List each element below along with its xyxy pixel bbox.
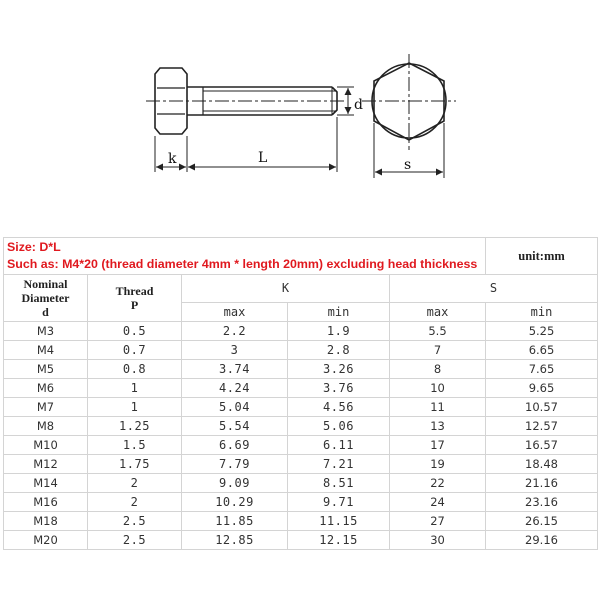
k-max-cell: 2.2 xyxy=(182,322,288,341)
k-max-cell: 11.85 xyxy=(182,512,288,531)
s-min-cell: 18.48 xyxy=(486,455,598,474)
s-min-cell: 5.25 xyxy=(486,322,598,341)
table-row xyxy=(4,474,598,493)
k-min-cell: 9.71 xyxy=(288,493,390,512)
thread-pitch-cell: 1.25 xyxy=(88,417,182,436)
d-label: d xyxy=(354,97,363,113)
thread-pitch-cell: 0.5 xyxy=(88,322,182,341)
s-min-cell: 26.15 xyxy=(486,512,598,531)
nominal-diameter-cell: M6 xyxy=(4,379,88,398)
k-max-cell: 9.09 xyxy=(182,474,288,493)
s-max-cell: 5.5 xyxy=(390,322,486,341)
nominal-line-3: d xyxy=(42,305,49,319)
s-max-cell: 22 xyxy=(390,474,486,493)
thread-pitch-cell: 2.5 xyxy=(88,512,182,531)
k-min-cell: 3.76 xyxy=(288,379,390,398)
table-row xyxy=(4,398,598,417)
k-min-cell: 3.26 xyxy=(288,360,390,379)
k-max-cell: 5.54 xyxy=(182,417,288,436)
table-row xyxy=(4,360,598,379)
s-max-cell: 30 xyxy=(390,531,486,550)
nominal-diameter-cell: M20 xyxy=(4,531,88,550)
thread-pitch-cell: 1 xyxy=(88,379,182,398)
k-header: K xyxy=(182,275,390,303)
s-min-cell: 16.57 xyxy=(486,436,598,455)
nominal-diameter-cell: M8 xyxy=(4,417,88,436)
s-max-cell: 10 xyxy=(390,379,486,398)
nominal-diameter-cell: M18 xyxy=(4,512,88,531)
dimension-table xyxy=(3,237,598,550)
thread-pitch-cell: 1.75 xyxy=(88,455,182,474)
thread-pitch-cell: 1 xyxy=(88,398,182,417)
table-row xyxy=(4,531,598,550)
table-row xyxy=(4,512,598,531)
thread-pitch-cell: 0.7 xyxy=(88,341,182,360)
thread-pitch-cell: 1.5 xyxy=(88,436,182,455)
k-max-cell: 7.79 xyxy=(182,455,288,474)
nominal-diameter-header xyxy=(4,275,88,322)
k-max-header: max xyxy=(182,302,288,321)
nominal-diameter-cell: M10 xyxy=(4,436,88,455)
s-min-cell: 12.57 xyxy=(486,417,598,436)
k-max-cell: 12.85 xyxy=(182,531,288,550)
s-max-header: max xyxy=(390,302,486,321)
nominal-line-1: Nominal xyxy=(23,277,68,291)
s-max-cell: 19 xyxy=(390,455,486,474)
s-min-cell: 29.16 xyxy=(486,531,598,550)
s-min-cell: 9.65 xyxy=(486,379,598,398)
s-max-cell: 8 xyxy=(390,360,486,379)
k-min-cell: 8.51 xyxy=(288,474,390,493)
s-min-cell: 21.16 xyxy=(486,474,598,493)
table-row xyxy=(4,322,598,341)
table-row xyxy=(4,341,598,360)
s-max-cell: 17 xyxy=(390,436,486,455)
s-min-cell: 6.65 xyxy=(486,341,598,360)
bolt-top-view xyxy=(362,54,456,150)
k-max-cell: 6.69 xyxy=(182,436,288,455)
table-row xyxy=(4,436,598,455)
size-line: Size: D*L xyxy=(7,240,61,254)
k-min-cell: 12.15 xyxy=(288,531,390,550)
s-min-cell: 10.57 xyxy=(486,398,598,417)
table-row xyxy=(4,493,598,512)
k-label: k xyxy=(168,151,177,167)
s-header: S xyxy=(390,275,598,303)
s-max-cell: 24 xyxy=(390,493,486,512)
s-max-cell: 13 xyxy=(390,417,486,436)
s-min-cell: 23.16 xyxy=(486,493,598,512)
k-min-header: min xyxy=(288,302,390,321)
k-min-cell: 6.11 xyxy=(288,436,390,455)
table-row xyxy=(4,379,598,398)
nominal-diameter-cell: M4 xyxy=(4,341,88,360)
nominal-diameter-cell: M14 xyxy=(4,474,88,493)
k-max-cell: 3 xyxy=(182,341,288,360)
example-line: Such as: M4*20 (thread diameter 4mm * length 20mm) excluding head thickness xyxy=(7,257,478,271)
k-min-cell: 2.8 xyxy=(288,341,390,360)
s-min-cell: 7.65 xyxy=(486,360,598,379)
thread-pitch-cell: 0.8 xyxy=(88,360,182,379)
k-min-cell: 4.56 xyxy=(288,398,390,417)
nominal-diameter-cell: M12 xyxy=(4,455,88,474)
nominal-line-2: Diameter xyxy=(21,291,70,305)
s-label: s xyxy=(404,157,412,173)
nominal-diameter-cell: M16 xyxy=(4,493,88,512)
thread-pitch-cell: 2 xyxy=(88,493,182,512)
L-label: L xyxy=(258,150,268,166)
unit-label: unit:mm xyxy=(486,238,598,275)
thread-header xyxy=(88,275,182,322)
header-row-1 xyxy=(4,275,598,303)
k-min-cell: 7.21 xyxy=(288,455,390,474)
s-max-cell: 27 xyxy=(390,512,486,531)
k-max-cell: 10.29 xyxy=(182,493,288,512)
thread-line-1: Thread xyxy=(115,284,154,298)
nominal-diameter-cell: M7 xyxy=(4,398,88,417)
banner-row xyxy=(4,238,598,275)
k-min-cell: 11.15 xyxy=(288,512,390,531)
k-max-cell: 3.74 xyxy=(182,360,288,379)
k-max-cell: 4.24 xyxy=(182,379,288,398)
bolt-drawing xyxy=(0,0,600,200)
k-min-cell: 5.06 xyxy=(288,417,390,436)
table-row xyxy=(4,455,598,474)
bolt-side-view xyxy=(146,68,346,134)
thread-pitch-cell: 2 xyxy=(88,474,182,493)
k-min-cell: 1.9 xyxy=(288,322,390,341)
table-row xyxy=(4,417,598,436)
thread-line-2: P xyxy=(130,298,139,312)
k-max-cell: 5.04 xyxy=(182,398,288,417)
s-min-header: min xyxy=(486,302,598,321)
nominal-diameter-cell: M5 xyxy=(4,360,88,379)
s-max-cell: 7 xyxy=(390,341,486,360)
nominal-diameter-cell: M3 xyxy=(4,322,88,341)
s-max-cell: 11 xyxy=(390,398,486,417)
size-note xyxy=(4,238,486,275)
thread-pitch-cell: 2.5 xyxy=(88,531,182,550)
